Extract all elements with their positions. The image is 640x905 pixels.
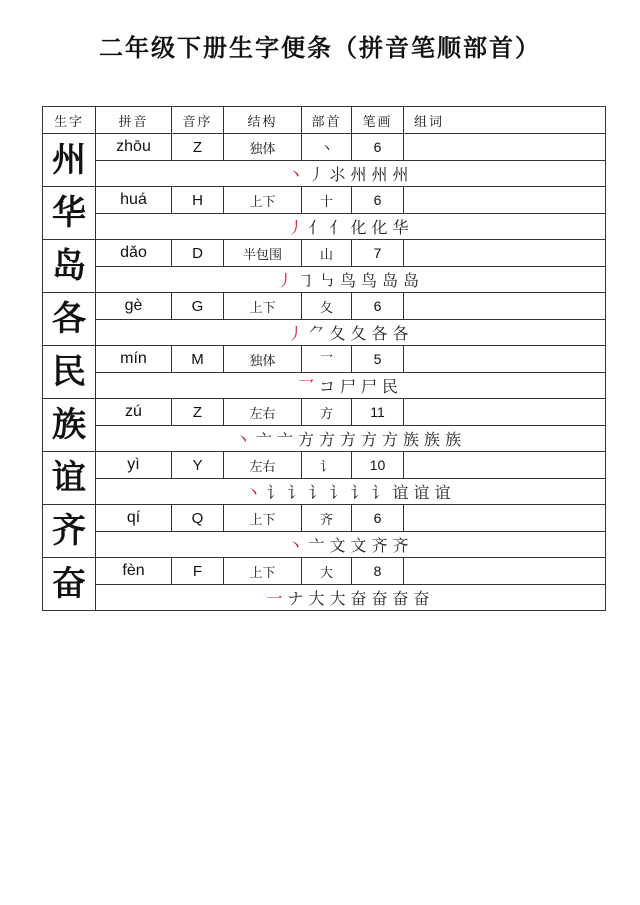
stroke-step: 亻 [329, 218, 346, 237]
stroke-order-row [43, 479, 606, 505]
words-cell[interactable] [404, 558, 606, 585]
header-words: 组词 [404, 107, 606, 134]
stroke-step: 讠 [266, 483, 283, 502]
stroke-step: 大 [329, 589, 346, 608]
stroke-step: 丿 [287, 218, 304, 237]
initial-cell: Q [172, 505, 224, 532]
table-row [43, 134, 606, 161]
stroke-order-row [43, 426, 606, 452]
stroke-order-cell [96, 214, 606, 240]
stroke-step: 州 [371, 165, 388, 184]
stroke-step: 尸 [339, 377, 356, 396]
words-cell[interactable] [404, 399, 606, 426]
stroke-step: 方 [339, 430, 356, 449]
stroke-step: 各 [371, 324, 388, 343]
structure-cell: 左右 [224, 399, 302, 426]
stroke-step: 族 [424, 430, 441, 449]
structure-cell: 上下 [224, 187, 302, 214]
initial-cell: H [172, 187, 224, 214]
stroke-order-row [43, 267, 606, 293]
stroke-step: 华 [392, 218, 409, 237]
character-table [42, 106, 606, 611]
stroke-count-cell: 11 [352, 399, 404, 426]
initial-cell: F [172, 558, 224, 585]
stroke-step: ⺈ [308, 324, 325, 343]
initial-cell: M [172, 346, 224, 373]
stroke-order-cell [96, 320, 606, 346]
stroke-count-cell: 8 [352, 558, 404, 585]
radical-cell: 十 [302, 187, 352, 214]
stroke-step: 州 [392, 165, 409, 184]
header-radical: 部首 [302, 107, 352, 134]
stroke-step: 讠 [350, 483, 367, 502]
header-initial: 音序 [172, 107, 224, 134]
stroke-order-row [43, 532, 606, 558]
stroke-step: 丿 [287, 324, 304, 343]
initial-cell: D [172, 240, 224, 267]
initial-cell: Y [172, 452, 224, 479]
header-row [43, 107, 606, 134]
stroke-step: 化 [371, 218, 388, 237]
stroke-step: 方 [361, 430, 378, 449]
stroke-step: 丶 [287, 165, 304, 184]
radical-cell: 方 [302, 399, 352, 426]
stroke-step: 奋 [350, 589, 367, 608]
page-title: 二年级下册生字便条（拼音笔顺部首） [99, 34, 541, 62]
pinyin-cell: gè [96, 293, 172, 320]
stroke-step: ナ [287, 589, 304, 608]
character-cell: 族 [43, 399, 96, 452]
stroke-step: 丿 [276, 271, 293, 290]
stroke-count-cell: 6 [352, 134, 404, 161]
table-row [43, 452, 606, 479]
stroke-step: 讠 [329, 483, 346, 502]
structure-cell: 独体 [224, 346, 302, 373]
table-row [43, 505, 606, 532]
radical-cell: 山 [302, 240, 352, 267]
stroke-step: 奋 [392, 589, 409, 608]
stroke-order-cell [96, 373, 606, 399]
stroke-order-row [43, 585, 606, 611]
words-cell[interactable] [404, 293, 606, 320]
stroke-count-cell: 6 [352, 187, 404, 214]
structure-cell: 上下 [224, 558, 302, 585]
stroke-step: 亠 [308, 536, 325, 555]
stroke-step: 丶 [234, 430, 251, 449]
header-structure: 结构 [224, 107, 302, 134]
stroke-step: 谊 [434, 483, 451, 502]
stroke-step: 谊 [392, 483, 409, 502]
stroke-step: 方 [318, 430, 335, 449]
stroke-step: 夂 [350, 324, 367, 343]
stroke-order-cell [96, 532, 606, 558]
character-cell: 华 [43, 187, 96, 240]
structure-cell: 上下 [224, 505, 302, 532]
stroke-step: 夂 [329, 324, 346, 343]
initial-cell: G [172, 293, 224, 320]
initial-cell: Z [172, 399, 224, 426]
stroke-step: 谊 [413, 483, 430, 502]
stroke-step: 亠 [255, 430, 272, 449]
stroke-step: 丶 [245, 483, 262, 502]
table-row [43, 558, 606, 585]
stroke-step: 族 [403, 430, 420, 449]
character-cell: 民 [43, 346, 96, 399]
stroke-order-row [43, 373, 606, 399]
stroke-step: 奋 [413, 589, 430, 608]
stroke-order-cell [96, 267, 606, 293]
initial-cell: Z [172, 134, 224, 161]
stroke-order-row [43, 214, 606, 240]
stroke-step: 化 [350, 218, 367, 237]
stroke-order-cell [96, 161, 606, 187]
stroke-order-row [43, 161, 606, 187]
stroke-step: コ [318, 377, 335, 396]
structure-cell: 独体 [224, 134, 302, 161]
stroke-step: 齐 [392, 536, 409, 555]
words-cell[interactable] [404, 505, 606, 532]
stroke-count-cell: 6 [352, 293, 404, 320]
stroke-step: 文 [329, 536, 346, 555]
stroke-order-cell [96, 426, 606, 452]
stroke-step: ㇉ [318, 271, 335, 290]
stroke-step: 方 [297, 430, 314, 449]
structure-cell: 左右 [224, 452, 302, 479]
pinyin-cell: qí [96, 505, 172, 532]
stroke-step: 亻 [308, 218, 325, 237]
stroke-step: 亠 [276, 430, 293, 449]
stroke-step: 一 [266, 589, 283, 608]
pinyin-cell: zhōu [96, 134, 172, 161]
stroke-step: 岛 [382, 271, 399, 290]
stroke-step: ⺢ [329, 165, 346, 184]
character-cell: 齐 [43, 505, 96, 558]
stroke-step: 文 [350, 536, 367, 555]
stroke-step: 齐 [371, 536, 388, 555]
pinyin-cell: dǎo [96, 240, 172, 267]
pinyin-cell: zú [96, 399, 172, 426]
stroke-order-cell [96, 585, 606, 611]
radical-cell: 乛 [302, 346, 352, 373]
stroke-step: 大 [308, 589, 325, 608]
table-row [43, 187, 606, 214]
header-char: 生字 [43, 107, 96, 134]
radical-cell: 丶 [302, 134, 352, 161]
stroke-step: 讠 [308, 483, 325, 502]
character-cell: 岛 [43, 240, 96, 293]
pinyin-cell: yì [96, 452, 172, 479]
stroke-step: 方 [382, 430, 399, 449]
words-cell[interactable] [404, 240, 606, 267]
stroke-step: 尸 [361, 377, 378, 396]
words-cell[interactable] [404, 134, 606, 161]
table-row [43, 346, 606, 373]
stroke-step: 讠 [287, 483, 304, 502]
stroke-order-cell [96, 479, 606, 505]
stroke-step: 乛 [297, 377, 314, 396]
stroke-count-cell: 10 [352, 452, 404, 479]
stroke-step: 各 [392, 324, 409, 343]
stroke-step: 鸟 [339, 271, 356, 290]
stroke-step: 丿 [308, 165, 325, 184]
structure-cell: 上下 [224, 293, 302, 320]
stroke-step: 民 [382, 377, 399, 396]
table-row [43, 240, 606, 267]
radical-cell: 讠 [302, 452, 352, 479]
stroke-count-cell: 7 [352, 240, 404, 267]
header-pinyin: 拼音 [96, 107, 172, 134]
table-row [43, 293, 606, 320]
radical-cell: 齐 [302, 505, 352, 532]
stroke-step: 讠 [371, 483, 388, 502]
stroke-step: ㇆ [297, 271, 314, 290]
words-cell[interactable] [404, 452, 606, 479]
stroke-step: 州 [350, 165, 367, 184]
character-cell: 各 [43, 293, 96, 346]
words-cell[interactable] [404, 346, 606, 373]
pinyin-cell: fèn [96, 558, 172, 585]
radical-cell: 大 [302, 558, 352, 585]
stroke-step: 鸟 [361, 271, 378, 290]
header-strokes: 笔画 [352, 107, 404, 134]
words-cell[interactable] [404, 187, 606, 214]
stroke-count-cell: 6 [352, 505, 404, 532]
stroke-step: 奋 [371, 589, 388, 608]
character-cell: 奋 [43, 558, 96, 611]
table-row [43, 399, 606, 426]
structure-cell: 半包围 [224, 240, 302, 267]
stroke-step: 岛 [403, 271, 420, 290]
character-cell: 州 [43, 134, 96, 187]
character-cell: 谊 [43, 452, 96, 505]
pinyin-cell: mín [96, 346, 172, 373]
stroke-step: 丶 [287, 536, 304, 555]
table-body [43, 134, 606, 611]
radical-cell: 夂 [302, 293, 352, 320]
pinyin-cell: huá [96, 187, 172, 214]
stroke-step: 族 [445, 430, 462, 449]
stroke-count-cell: 5 [352, 346, 404, 373]
stroke-order-row [43, 320, 606, 346]
